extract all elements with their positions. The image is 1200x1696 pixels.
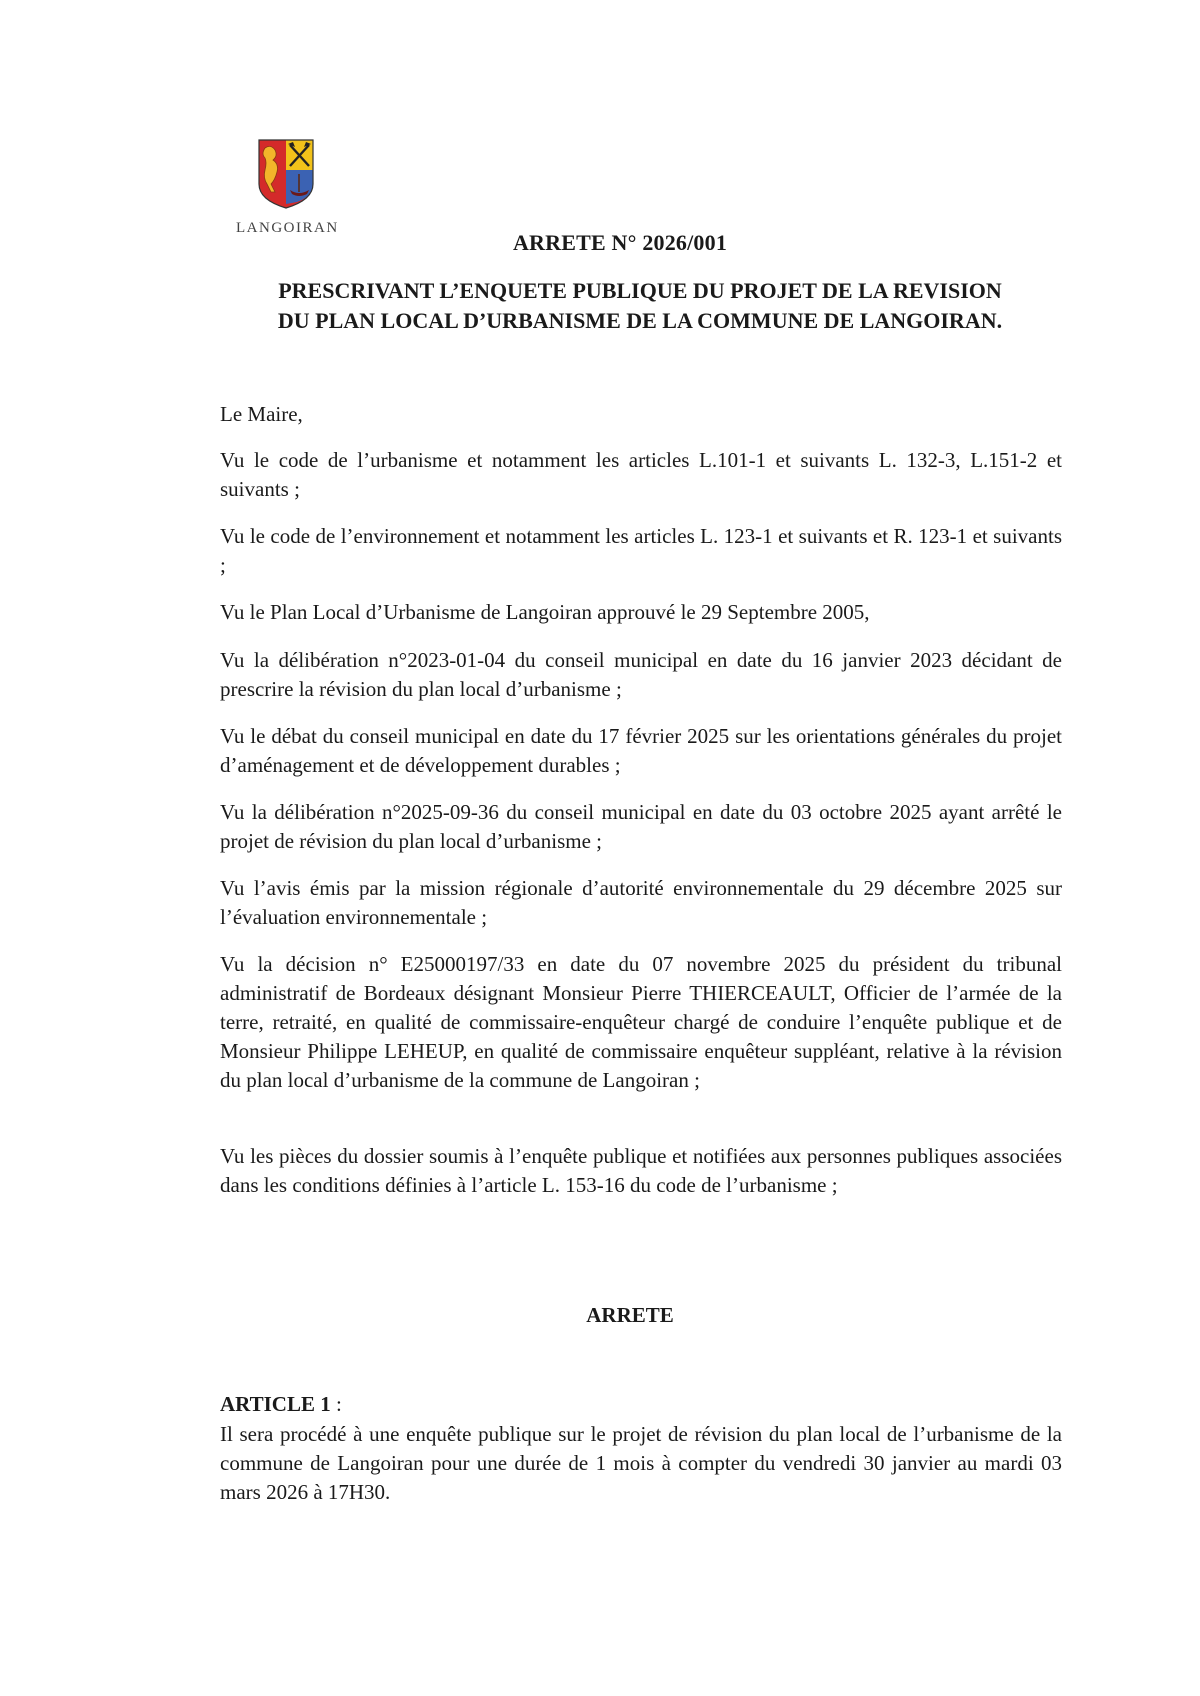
consideration-item: Vu le Plan Local d’Urbanisme de Langoiran approuvé le 29 Septembre 2005, [220, 600, 870, 624]
coat-of-arms-icon [257, 138, 315, 210]
article-1-label: ARTICLE 1 [220, 1392, 331, 1416]
decree-title-line-2: DU PLAN LOCAL D’URBANISME DE LA COMMUNE DE LANGOIRAN. [277, 308, 1003, 333]
article-1-separator: : [330, 1392, 342, 1416]
article-1-text: Il sera procédé à une enquête publique sur le projet de révision du plan local de l’urbanisme de la commune de Langoiran pour une durée de 1 mois à compter du vendredi 30 janvier au mardi 03 mars 2026 à 17H30. [220, 1422, 1062, 1504]
consideration-item: Vu la délibération n°2025-09-36 du conseil municipal en date du 03 octobre 2025 ayant arrêté le projet de révision du plan local d’urbanisme ; [220, 800, 1062, 853]
municipality-name: LANGOIRAN [236, 220, 339, 236]
consideration-item: Vu le débat du conseil municipal en date du 17 février 2025 sur les orientations générales du projet d’aménagement et de développement durables ; [220, 724, 1062, 777]
consideration-item: Vu la décision n° E25000197/33 en date du 07 novembre 2025 du président du tribunal administratif de Bordeaux désignant Monsieur Pierre THIERCEAULT, Officier de l’armée de la terre, retraité, en qualité de commissaire-enquêteur chargé de conduire l’enquête publique et de Monsieur Philippe LEHEUP, en qualité de commissaire enquêteur suppléant, relative à la révision du plan local d’urbanisme de la commune de Langoiran ; [220, 952, 1062, 1092]
decree-number: ARRETE N° 2026/001 [512, 230, 728, 255]
consideration-item: Vu les pièces du dossier soumis à l’enquête publique et notifiées aux personnes publiques associées dans les conditions définies à l’article L. 153-16 du code de l’urbanisme ; [220, 1144, 1062, 1197]
decree-title-line-1: PRESCRIVANT L’ENQUETE PUBLIQUE DU PROJET DE LA REVISION [278, 278, 1002, 303]
decision-heading: ARRETE [586, 1303, 674, 1327]
consideration-item: Vu l’avis émis par la mission régionale d’autorité environnementale du 29 décembre 2025 sur l’évaluation environnementale ; [220, 876, 1062, 929]
consideration-item: Vu le code de l’environnement et notamment les articles L. 123-1 et suivants et R. 123-1 et suivants ; [220, 524, 1062, 577]
consideration-item: Vu le code de l’urbanisme et notamment les articles L.101-1 et suivants L. 132-3, L.151-2 et suivants ; [220, 448, 1062, 501]
article-1-title [220, 1392, 342, 1417]
decree-title [230, 276, 1050, 336]
consideration-item: Vu la délibération n°2023-01-04 du conseil municipal en date du 16 janvier 2023 décidant de prescrire la révision du plan local d’urbanisme ; [220, 648, 1062, 701]
authority-line: Le Maire, [220, 402, 303, 426]
